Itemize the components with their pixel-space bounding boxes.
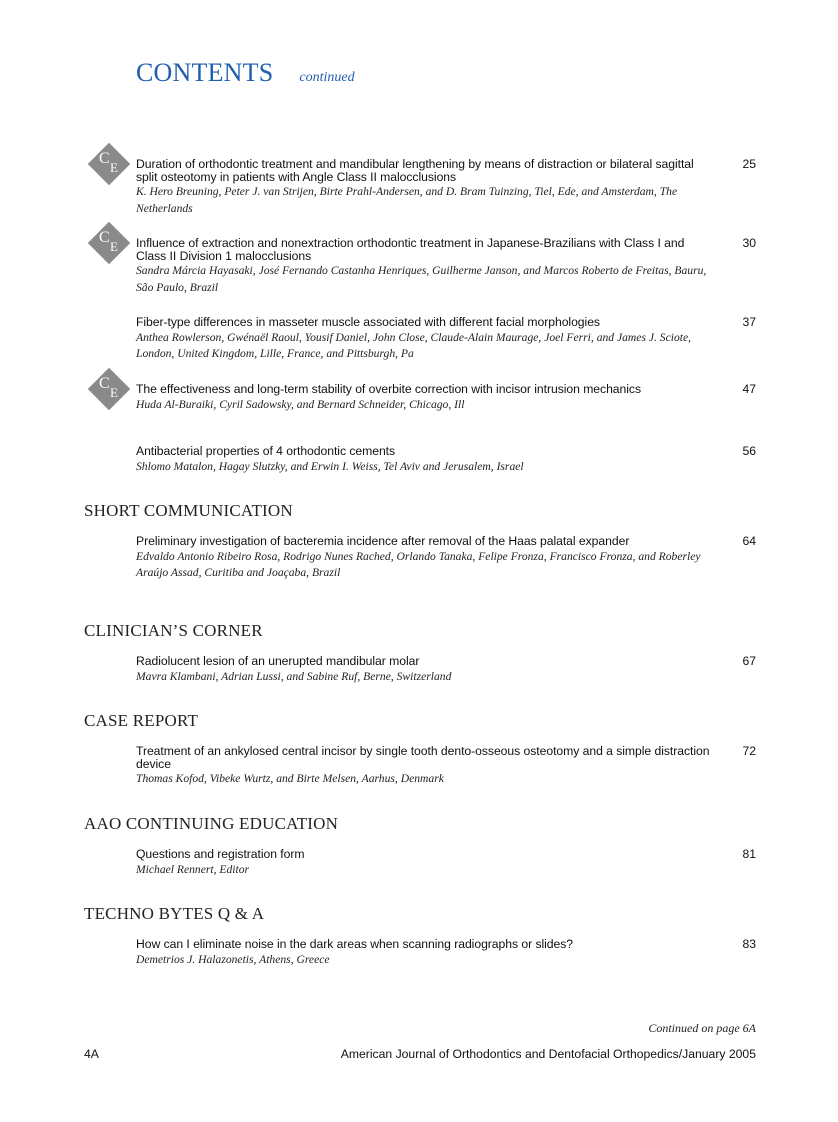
article-title[interactable]: Questions and registration form <box>136 847 305 861</box>
article-authors: Thomas Kofod, Vibeke Wurtz, and Birte Melsen, Aarhus, Denmark <box>136 772 444 786</box>
article-authors: Shlomo Matalon, Hagay Slutzky, and Erwin I. Weiss, Tel Aviv and Jerusalem, Israel <box>136 459 524 473</box>
article-title[interactable]: Preliminary investigation of bacteremia incidence after removal of the Haas palatal expander <box>136 534 630 548</box>
section-heading-techno-bytes: TECHNO BYTES Q & A <box>84 904 265 923</box>
ce-diamond-icon: C E <box>88 222 130 264</box>
toc-entry[interactable] <box>136 655 756 685</box>
article-authors: Michael Rennert, Editor <box>136 862 250 876</box>
article-title[interactable]: The effectiveness and long-term stability of overbite correction with incisor intrusion mechanics <box>136 382 642 396</box>
article-title[interactable]: Fiber-type differences in masseter muscle associated with different facial morphologies <box>136 315 600 329</box>
contents-header <box>136 58 355 88</box>
article-authors: Huda Al-Buraiki, Cyril Sadowsky, and Bernard Schneider, Chicago, Ill <box>136 397 465 411</box>
page-number: 72 <box>742 744 756 758</box>
toc-entry[interactable] <box>136 237 756 296</box>
toc-entry[interactable] <box>136 535 756 582</box>
article-title[interactable]: How can I eliminate noise in the dark areas when scanning radiographs or slides? <box>136 937 574 951</box>
page-title: CONTENTS <box>136 58 274 87</box>
page-number: 30 <box>742 236 756 250</box>
page-number: 37 <box>742 315 756 329</box>
footer-page-number: 4A <box>84 1047 99 1061</box>
article-title[interactable]: Radiolucent lesion of an unerupted mandibular molar <box>136 654 420 668</box>
toc-entry[interactable] <box>136 938 756 968</box>
section-heading-clinicians-corner: CLINICIAN’S CORNER <box>84 621 263 640</box>
toc-entry[interactable] <box>136 316 756 363</box>
page-number: 67 <box>742 654 756 668</box>
page-subtitle: continued <box>299 70 355 85</box>
ce-diamond-icon: C E <box>88 143 130 185</box>
article-authors: Demetrios J. Halazonetis, Athens, Greece <box>136 952 330 966</box>
continued-note: Continued on page 6A <box>648 1021 756 1035</box>
article-authors: Sandra Márcia Hayasaki, José Fernando Castanha Henriques, Guilherme Janson, and Marcos Roberto de Freitas, Bauru, São Paulo, Brazil <box>136 264 707 294</box>
page-number: 83 <box>742 937 756 951</box>
toc-entry[interactable] <box>136 445 756 475</box>
article-authors: Edvaldo Antonio Ribeiro Rosa, Rodrigo Nunes Rached, Orlando Tanaka, Felipe Fronza, Francisco Fronza, and Roberley Araújo Assad, Curitiba and Joaçaba, Brazil <box>136 549 701 580</box>
article-title[interactable]: Treatment of an ankylosed central incisor by single tooth dento-osseous osteotomy and a simple distraction device <box>136 744 710 771</box>
page-number: 25 <box>742 157 756 171</box>
article-authors: Anthea Rowlerson, Gwénaël Raoul, Yousif Daniel, John Close, Claude-Alain Maurage, Joel Ferri, and James J. Sciote, London, United Kingdom, Lille, France, and Pittsburgh, Pa <box>136 330 692 361</box>
ce-diamond-icon: C E <box>88 368 130 410</box>
footer-journal-title: American Journal of Orthodontics and Dentofacial Orthopedics/January 2005 <box>340 1047 756 1061</box>
page-number: 81 <box>742 847 756 861</box>
article-title[interactable]: Influence of extraction and nonextraction orthodontic treatment in Japanese-Brazilians with Class I and Class II Division 1 malocclusions <box>136 236 685 263</box>
article-authors: K. Hero Breuning, Peter J. van Strijen, Birte Prahl-Andersen, and D. Bram Tuinzing, Tiel, Ede, and Amsterdam, The Netherlands <box>136 185 678 215</box>
section-heading-short-communication: SHORT COMMUNICATION <box>84 501 293 520</box>
section-heading-aao-continuing-education: AAO CONTINUING EDUCATION <box>84 814 339 833</box>
section-heading-case-report: CASE REPORT <box>84 711 199 730</box>
article-title[interactable]: Duration of orthodontic treatment and mandibular lengthening by means of distraction or bilateral sagittal split osteotomy in patients with Angle Class II malocclusions <box>136 157 694 184</box>
article-title[interactable]: Antibacterial properties of 4 orthodontic cements <box>136 444 396 458</box>
page-number: 64 <box>742 534 756 548</box>
article-authors: Mavra Klambani, Adrian Lussi, and Sabine Ruf, Berne, Switzerland <box>136 669 452 683</box>
page-number: 47 <box>742 382 756 396</box>
toc-entry[interactable] <box>136 848 756 878</box>
toc-entry[interactable] <box>136 383 756 413</box>
toc-entry[interactable] <box>136 158 756 217</box>
page-number: 56 <box>742 444 756 458</box>
toc-entry[interactable] <box>136 745 756 788</box>
